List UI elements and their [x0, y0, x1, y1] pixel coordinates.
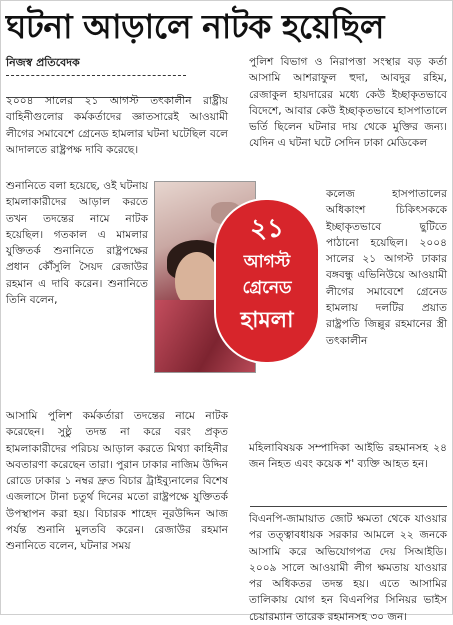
right-bottom-text: বিএনপি-জামায়াত জোট ক্ষমতা থেকে যাওয়ার পর তত্ত্বাবধায়ক সরকার আমলে ২২ জনকে আসামি করে অভিযোগপত্র দেয় সিআইডি। ২০০৯ সালে আওয়ামী লীগ ক্ষমতায় যাওয়ার পর অধিকতর তদন্ত হয়। এতে আসামির তালিকায় যোগ হন বিএনপির সিনিয়র ভাইস চেয়ারম্যান তারেক রহমানসহ ৩০ জন।: [249, 513, 447, 623]
badge-attack: হামলা: [240, 308, 294, 333]
left-column-bottom-paragraph: [6, 408, 228, 608]
right-top-text: পুলিশ বিভাগ ও নিরাপত্তা সংস্থার বড় কর্তা আসামি আশরাফুল হুদা, আবদুর রহিম, রেজাকুল হায়দারের মধ্যে কেউ ইচ্ছাকৃতভাবে বিদেশে, আবার কেউ ইচ্ছাকৃতভাবে হাসপাতালে ভর্তি ছিলেন ঘটনার দায় থেকে মুক্তির জন্য। যেদিন এ ঘটনা ঘটে সেদিন ঢাকা মেডিকেল: [249, 56, 447, 150]
right-side-text: কলেজ হাসপাতালের অধিকাংশ চিকিৎসককে ইচ্ছাকৃতভাবে ছুটিতে পাঠানো হয়েছিল। ২০০৪ সালের ২১ আগস্ট ঢাকার বঙ্গবন্ধু এভিনিউয়ে আওয়ামী লীগের সমাবেশে গ্রেনেড হামলায় দলটির প্রয়াত রাষ্ট্রপতি জিল্লুর রহমানের স্ত্রী তৎকালীন: [326, 188, 447, 347]
byline: নিজস্ব প্রতিবেদক: [6, 56, 80, 69]
right-column-top-paragraph: [249, 54, 447, 184]
left-lead-text: ২০০৪ সালের ২১ আগস্ট তৎকালীন রাষ্ট্রীয় বাহিনীগুলোর কর্মকর্তাদের জ্ঞাতসারেই আওয়ামী লীগের সমাবেশে গ্রেনেড হামলার ঘটনা ঘটেছিল বলে আদালতে রাষ্ট্রপক্ষ দাবি করেছে।: [6, 95, 228, 156]
left-bottom-text: আসামি পুলিশ কর্মকর্তারা তদন্তের নামে নাটক করেছেন। সুষ্ঠু তদন্ত না করে বরং প্রকৃত হামলাকারীদের পরিচয় আড়াল করতে মিথ্যা কাহিনীর অবতারণা করেছেন তারা। পুরান ঢাকার নাজিম উদ্দিন রোডে ঢাকার ১ নম্বর দ্রুত বিচার ট্রাইব্যুনালের বিশেষ এজলাসে টানা চতুর্থ দিনের মতো রাষ্ট্রপক্ষে যুক্তিতর্ক উপস্থাপন করা হয়। বিচারক শাহেদ নূরউদ্দিন আজ পর্যন্ত শুনানি মুলতবি করেন। রেজাউর রহমান শুনানিতে বলেন, ঘটনার সময়: [6, 410, 228, 553]
right-column-mid-paragraph: [249, 440, 447, 504]
left-column-lead-paragraph: [6, 93, 228, 171]
badge-date: ২১: [250, 214, 284, 244]
right-mid-text: মহিলাবিষয়ক সম্পাদিকা আইভি রহমানসহ ২৪ জন নিহত এবং কয়েক শ' ব্যক্তি আহত হন।: [249, 442, 447, 471]
byline-divider: [6, 75, 186, 76]
badge-grenade: গ্রেনেড: [242, 278, 292, 298]
left-side-text: শুনানিতে বলা হয়েছে, ওই ঘটনায় হামলাকারীদের আড়াল করতে তখন তদন্তের নামে নাটক হয়েছিল। গতকাল এ মামলার যুক্তিতর্ক শুনানিতে রাষ্ট্রপক্ষের প্রধান কৌঁসুলি সৈয়দ রেজাউর রহমান এ দাবি করেন। শুনানিতে তিনি বলেন,: [6, 180, 148, 307]
column-divider-right: [250, 506, 447, 507]
article-headline: ঘটনা আড়ালে নাটক হয়েছিল: [6, 7, 384, 46]
left-column-side-paragraph: [6, 178, 148, 407]
right-column-side-paragraph: [326, 186, 447, 386]
right-column-bottom-paragraph: [249, 511, 447, 623]
badge-month: আগস্ট: [243, 252, 291, 272]
event-badge: [216, 200, 318, 362]
